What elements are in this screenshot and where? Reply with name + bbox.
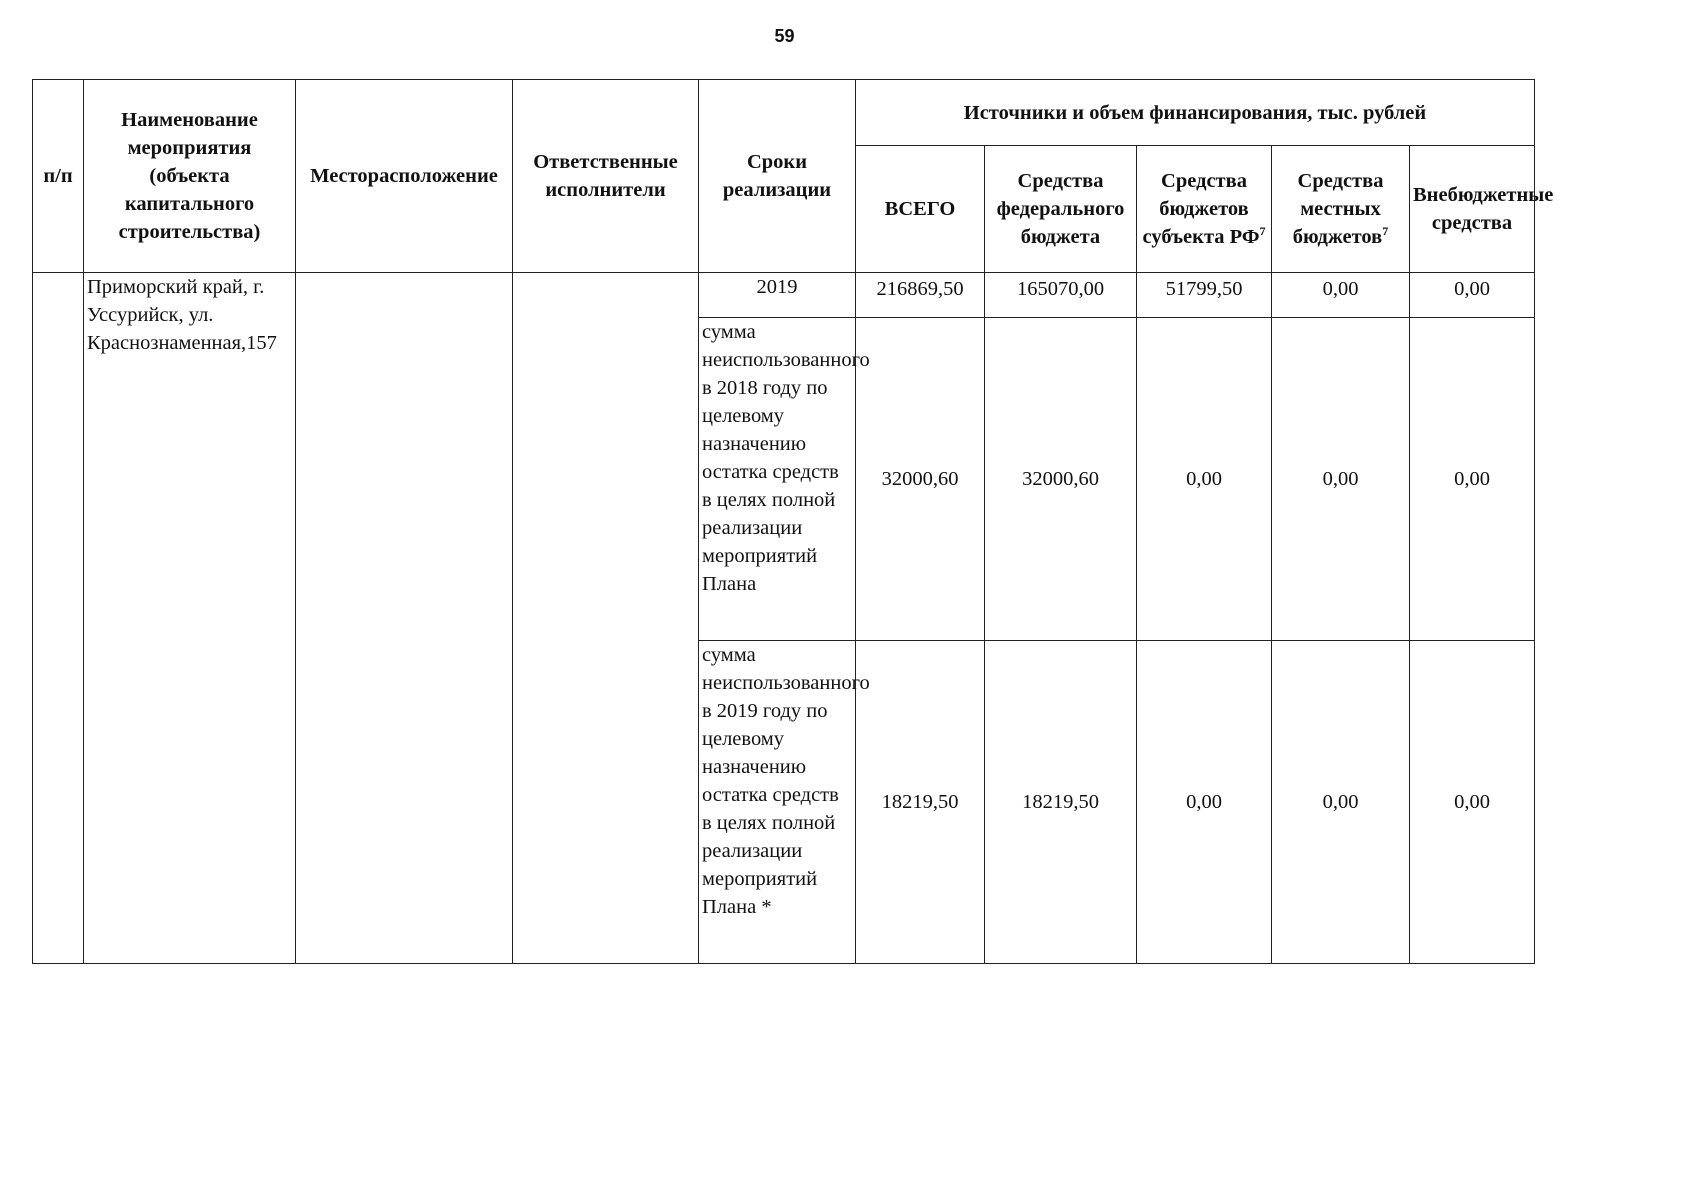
header-location: Месторасположение xyxy=(296,80,513,273)
object-name-cell: Приморский край, г. Уссурийск, ул. Краснознаменная,157 xyxy=(84,273,296,964)
pp-cell xyxy=(33,273,84,964)
location-cell xyxy=(296,273,513,964)
financing-table xyxy=(32,79,1554,964)
footnote-marker: 7 xyxy=(1382,224,1389,239)
total-cell: 32000,60 xyxy=(856,318,985,641)
header-extra-budget: Внебюджетные средства xyxy=(1410,146,1535,273)
header-local-label: Средства местных бюджетов xyxy=(1292,170,1384,248)
subject-cell: 0,00 xyxy=(1137,641,1272,964)
extra-cell: 0,00 xyxy=(1410,273,1535,318)
header-pp: п/п xyxy=(33,80,84,273)
subject-cell: 0,00 xyxy=(1137,318,1272,641)
table-row xyxy=(33,273,1535,318)
local-cell: 0,00 xyxy=(1272,318,1410,641)
header-subject-budget xyxy=(1137,146,1272,273)
period-cell: сумма неиспользованного в 2019 году по целевому назначению остатка средств в целях полной реализации мероприятий Плана * xyxy=(699,641,856,964)
period-cell: сумма неиспользованного в 2018 году по целевому назначению остатка средств в целях полной реализации мероприятий Плана xyxy=(699,318,856,641)
header-total: ВСЕГО xyxy=(856,146,985,273)
subject-cell: 51799,50 xyxy=(1137,273,1272,318)
header-terms: Сроки реализации xyxy=(699,80,856,273)
federal-cell: 165070,00 xyxy=(985,273,1137,318)
header-row-main xyxy=(33,80,1535,146)
federal-cell: 18219,50 xyxy=(985,641,1137,964)
page-number: 59 xyxy=(774,26,795,46)
header-responsible: Ответственные исполнители xyxy=(513,80,699,273)
header-federal: Средства федерального бюджета xyxy=(985,146,1137,273)
responsible-cell xyxy=(513,273,699,964)
federal-cell: 32000,60 xyxy=(985,318,1137,641)
extra-cell: 0,00 xyxy=(1410,318,1535,641)
header-name: Наименование мероприятия (объекта капитального строительства) xyxy=(84,80,296,273)
header-sources-group: Источники и объем финансирования, тыс. рублей xyxy=(856,80,1535,146)
period-cell: 2019 xyxy=(699,273,856,318)
header-subject-label: Средства бюджетов субъекта РФ xyxy=(1142,170,1260,248)
extra-cell: 0,00 xyxy=(1410,641,1535,964)
total-cell: 216869,50 xyxy=(856,273,985,318)
local-cell: 0,00 xyxy=(1272,641,1410,964)
local-cell: 0,00 xyxy=(1272,273,1410,318)
footnote-marker: 7 xyxy=(1259,224,1266,239)
total-cell: 18219,50 xyxy=(856,641,985,964)
header-local-budget xyxy=(1272,146,1410,273)
